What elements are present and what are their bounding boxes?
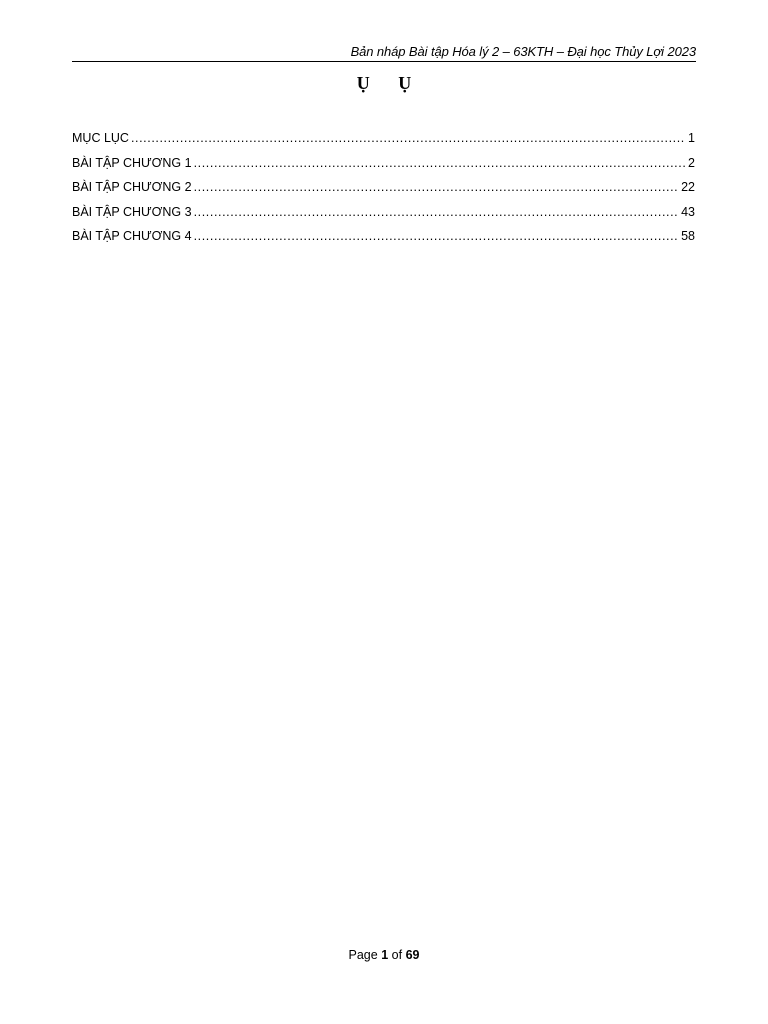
toc-entry-chuong-1[interactable] — [72, 153, 695, 178]
toc-dot-leader — [194, 153, 686, 173]
toc-entry-page: 2 — [688, 155, 695, 170]
toc-entry-page: 58 — [681, 229, 695, 243]
page-footer — [72, 946, 696, 964]
toc-dot-leader — [194, 177, 680, 197]
toc-entry-muc-luc[interactable] — [72, 128, 695, 153]
toc-entry-label: MỤC LỤC — [72, 131, 129, 145]
toc-entry-label: BÀI TẬP CHƯƠNG 1 — [72, 155, 192, 170]
toc-entry-page: 22 — [681, 180, 695, 194]
toc-title: Ụ Ụ — [356, 73, 412, 93]
toc-dot-leader — [131, 128, 686, 148]
footer-current-page: 1 — [381, 948, 389, 962]
footer-of-word: of — [391, 948, 403, 962]
toc-entry-label: BÀI TẬP CHƯƠNG 2 — [72, 180, 192, 194]
toc-entry-label: BÀI TẬP CHƯƠNG 4 — [72, 229, 192, 243]
toc-dot-leader — [194, 202, 680, 222]
toc-entry-chuong-3[interactable] — [72, 202, 695, 227]
running-header: Bản nháp Bài tập Hóa lý 2 – 63KTH – Đại học Thủy Lợi 2023 — [350, 44, 696, 59]
toc-entry-label: BÀI TẬP CHƯƠNG 3 — [72, 204, 192, 219]
toc-dot-leader — [194, 226, 680, 246]
footer-total-pages: 69 — [405, 948, 420, 962]
toc-entry-page: 1 — [688, 131, 695, 145]
table-of-contents — [72, 128, 695, 251]
toc-entry-page: 43 — [681, 204, 695, 219]
toc-entry-chuong-4[interactable] — [72, 226, 695, 251]
toc-entry-chuong-2[interactable] — [72, 177, 695, 202]
footer-page-word: Page — [348, 948, 378, 962]
header-rule — [72, 61, 696, 62]
